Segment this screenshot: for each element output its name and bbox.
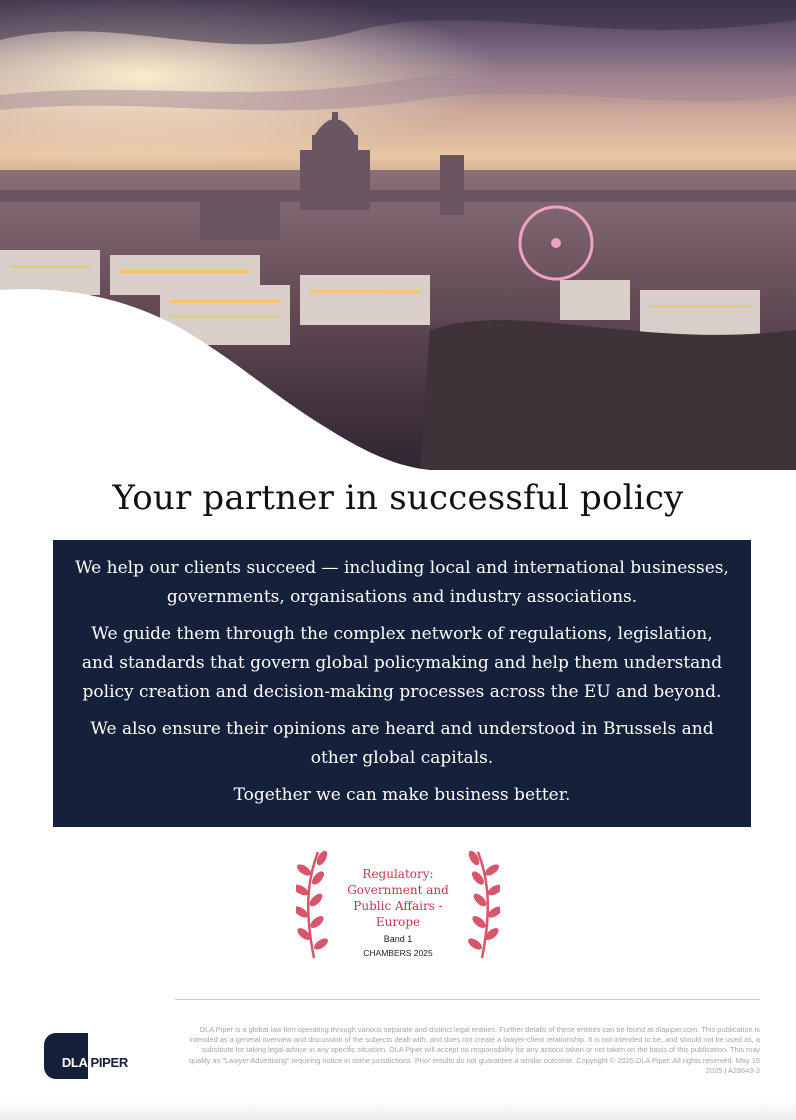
hero-cityscape-image (0, 0, 796, 470)
award-band: Band 1 (383, 934, 413, 944)
logo-text-dla: DLA (61, 1055, 88, 1070)
intro-panel (53, 540, 751, 827)
laurel-right-icon (464, 848, 500, 962)
dla-piper-logo[interactable] (44, 1033, 128, 1079)
award-line: Regulatory: (362, 867, 434, 881)
page-title: Your partner in successful policy (112, 478, 684, 518)
intro-paragraph: We also ensure their opinions are heard and understood in Brussels and other global capitals. (90, 719, 714, 768)
intro-paragraph: We help our clients succeed — including local and international businesses, governments, organisations and industry associations. (75, 558, 729, 607)
award-source: CHAMBERS 2025 (363, 948, 433, 958)
intro-paragraph: We guide them through the complex network of regulations, legislation, and standards that govern global policymaking and help them understand policy creation and decision-making processes across the EU and beyond. (81, 624, 723, 702)
chambers-award-badge (296, 848, 500, 962)
legal-disclaimer: DLA Piper is a global law firm operating through various separate and distinct legal entities. Further details of these entities can be found at dlapiper.com. This publication is intended as a general overview and discussion of the subjects dealt with, and does not create a lawyer-client relationship. It is not intended to be, and should not be used as, a substitute for taking legal advice in any specific situation. DLA Piper will accept no responsibility for any actions taken or not taken on the basis of this publication. This may qualify as "Lawyer Advertising" requiring notice in some jurisdictions. Prior results do not guarantee a similar outcome. Copyright © 2025 DLA Piper. All rights reserved. May 16 2025 | A28643-3 (188, 1025, 760, 1075)
laurel-left-icon (296, 848, 332, 962)
logo-wordmark (44, 1055, 128, 1070)
footer-divider (175, 999, 760, 1000)
page-bottom-shade (0, 1100, 796, 1120)
logo-text-piper: PIPER (90, 1055, 128, 1070)
award-text (334, 866, 462, 960)
intro-paragraph: Together we can make business better. (233, 785, 571, 805)
award-line: Europe (375, 915, 421, 929)
award-line: Government and (347, 883, 449, 897)
award-line: Public Affairs - (353, 899, 443, 913)
